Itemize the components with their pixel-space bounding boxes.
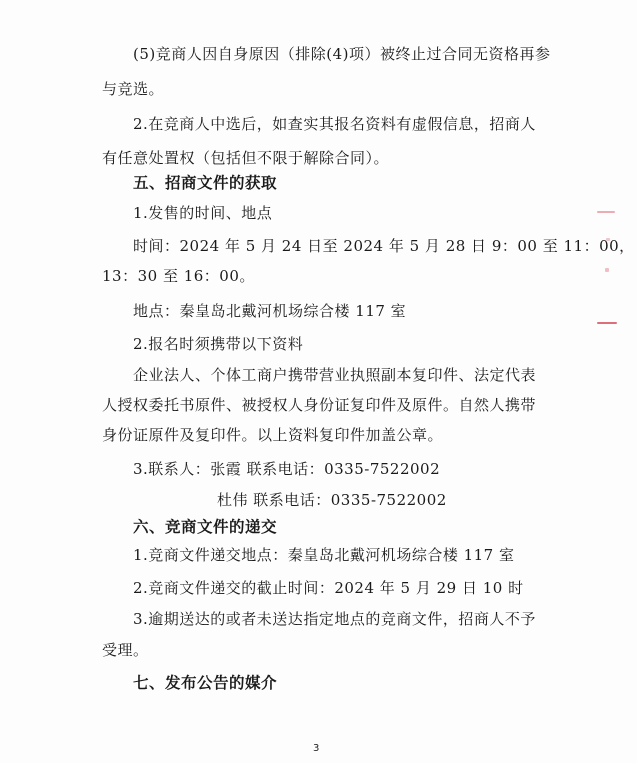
paragraph-line: 企业法人、个体工商户携带营业执照副本复印件、法定代表 bbox=[133, 366, 537, 384]
paragraph-line: 有任意处置权（包括但不限于解除合同）。 bbox=[102, 149, 390, 167]
paragraph-line: 13：30 至 16：00。 bbox=[102, 267, 255, 285]
seal-edge-mark bbox=[606, 238, 610, 241]
section-heading: 五、招商文件的获取 bbox=[133, 174, 278, 192]
paragraph-line: 1.竞商文件递交地点：秦皇岛北戴河机场综合楼 117 室 bbox=[133, 546, 515, 564]
paragraph-line: 受理。 bbox=[102, 641, 149, 659]
section-heading: 六、竞商文件的递交 bbox=[133, 518, 278, 536]
paragraph-line: 与竞选。 bbox=[102, 80, 165, 98]
paragraph-line: 3.逾期送达的或者未送达指定地点的竞商文件，招商人不予 bbox=[133, 610, 536, 628]
seal-edge-mark bbox=[597, 211, 615, 213]
contact-line: 杜伟 联系电话：0335-7522002 bbox=[217, 491, 447, 509]
paragraph-line: 身份证原件及复印件。以上资料复印件加盖公章。 bbox=[102, 426, 444, 444]
paragraph-line: 2.报名时须携带以下资料 bbox=[133, 335, 304, 353]
contact-line: 3.联系人：张霞 联系电话：0335-7522002 bbox=[133, 460, 441, 478]
paragraph-line: 1.发售的时间、地点 bbox=[133, 204, 273, 222]
section-heading: 七、发布公告的媒介 bbox=[133, 674, 278, 692]
page-number: 3 bbox=[313, 743, 320, 754]
paragraph-line: (5)竞商人因自身原因（排除(4)项）被终止过合同无资格再参 bbox=[133, 45, 551, 63]
paragraph-line: 2.在竞商人中选后，如查实其报名资料有虚假信息，招商人 bbox=[133, 115, 536, 133]
paragraph-line: 时间：2024 年 5 月 24 日至 2024 年 5 月 28 日 9：00 至 11：00， bbox=[133, 237, 635, 255]
seal-edge-mark bbox=[597, 322, 617, 324]
paragraph-line: 地点：秦皇岛北戴河机场综合楼 117 室 bbox=[133, 302, 407, 320]
paragraph-line: 人授权委托书原件、被授权人身份证复印件及原件。自然人携带 bbox=[102, 396, 537, 414]
seal-edge-mark bbox=[605, 268, 609, 272]
paragraph-line: 2.竞商文件递交的截止时间：2024 年 5 月 29 日 10 时 bbox=[133, 579, 524, 597]
